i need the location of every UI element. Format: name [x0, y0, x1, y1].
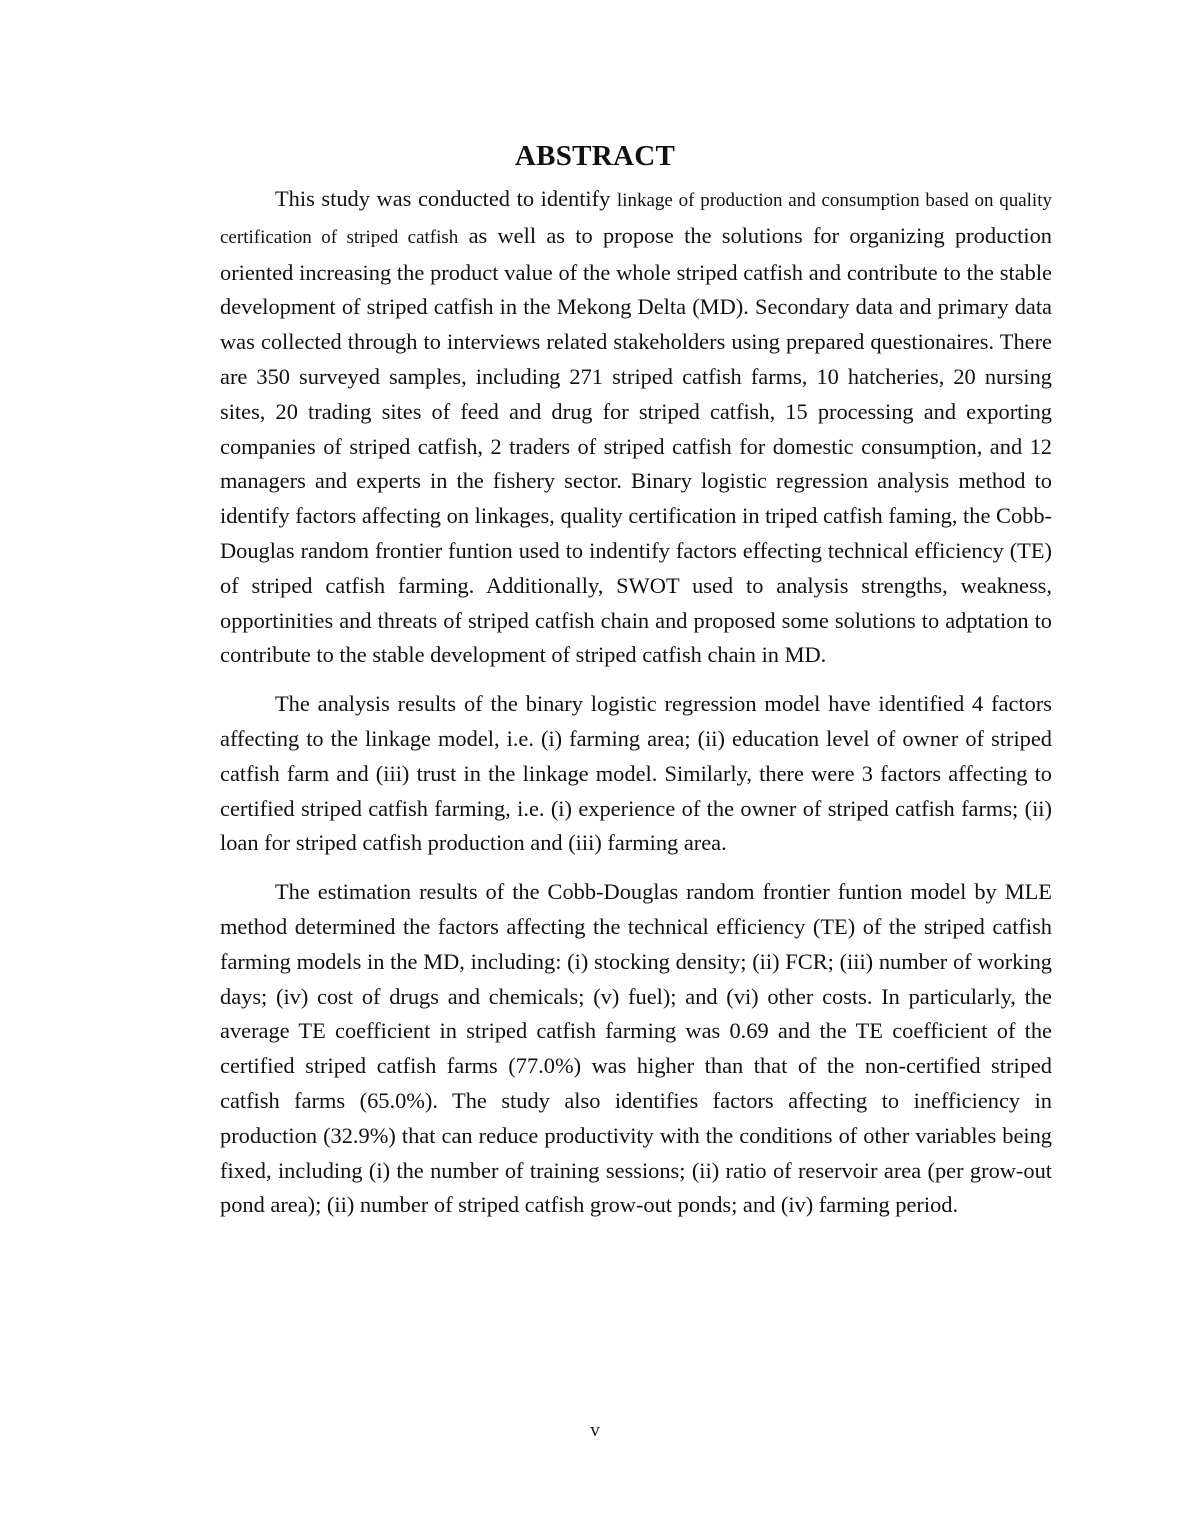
paragraph-1-lead-text: This study was conducted to identify	[275, 186, 617, 211]
abstract-body	[220, 182, 1052, 1223]
paragraph-1-rest-text: as well as to propose the solutions for organizing production oriented increasing the product value of the whole striped catfish and contribute to the stable development of striped catfish in the Mekong Delta (MD). Secondary data and primary data was collected through to interviews related stakeholders using prepared questionaires. There are 350 surveyed samples, including 271 striped catfish farms, 10 hatcheries, 20 nursing sites, 20 trading sites of feed and drug for striped catfish, 15 processing and exporting companies of striped catfish, 2 traders of striped catfish for domestic consumption, and 12 managers and experts in the fishery sector. Binary logistic regression analysis method to identify factors affecting on linkages, quality certification in triped catfish faming, the Cobb-Douglas random frontier funtion used to indentify factors effecting technical efficiency (TE) of striped catfish farming. Additionally, SWOT used to analysis strengths, weakness, opportinities and threats of striped catfish chain and proposed some solutions to adptation to contribute to the stable development of striped catfish chain in MD.	[220, 222, 1052, 668]
abstract-paragraph-2: The analysis results of the binary logistic regression model have identified 4 factors affecting to the linkage model, i.e. (i) farming area; (ii) education level of owner of striped catfish farm and (iii) trust in the linkage model. Similarly, there were 3 factors affecting to certified striped catfish farming, i.e. (i) experience of the owner of striped catfish farms; (ii) loan for striped catfish production and (iii) farming area.	[220, 691, 1052, 856]
abstract-paragraph-3: The estimation results of the Cobb-Douglas random frontier funtion model by MLE method determined the factors affecting the technical efficiency (TE) of the striped catfish farming models in the MD, including: (i) stocking density; (ii) FCR; (iii) number of working days; (iv) cost of drugs and chemicals; (v) fuel); and (vi) other costs. In particularly, the average TE coefficient in striped catfish farming was 0.69 and the TE coefficient of the certified striped catfish farms (77.0%) was higher than that of the non-certified striped catfish farms (65.0%). The study also identifies factors affecting to inefficiency in production (32.9%) that can reduce productivity with the conditions of other variables being fixed, including (i) the number of training sessions; (ii) ratio of reservoir area (per grow-out pond area); (ii) number of striped catfish grow-out ponds; and (iv) farming period.	[220, 879, 1052, 1218]
page-number: v	[590, 1420, 600, 1441]
abstract-paragraph-1	[220, 182, 1052, 673]
abstract-title: ABSTRACT	[514, 140, 676, 172]
paragraph-1-small-text: linkage of production and consumption based on quality certification of striped catfish	[220, 190, 1052, 248]
